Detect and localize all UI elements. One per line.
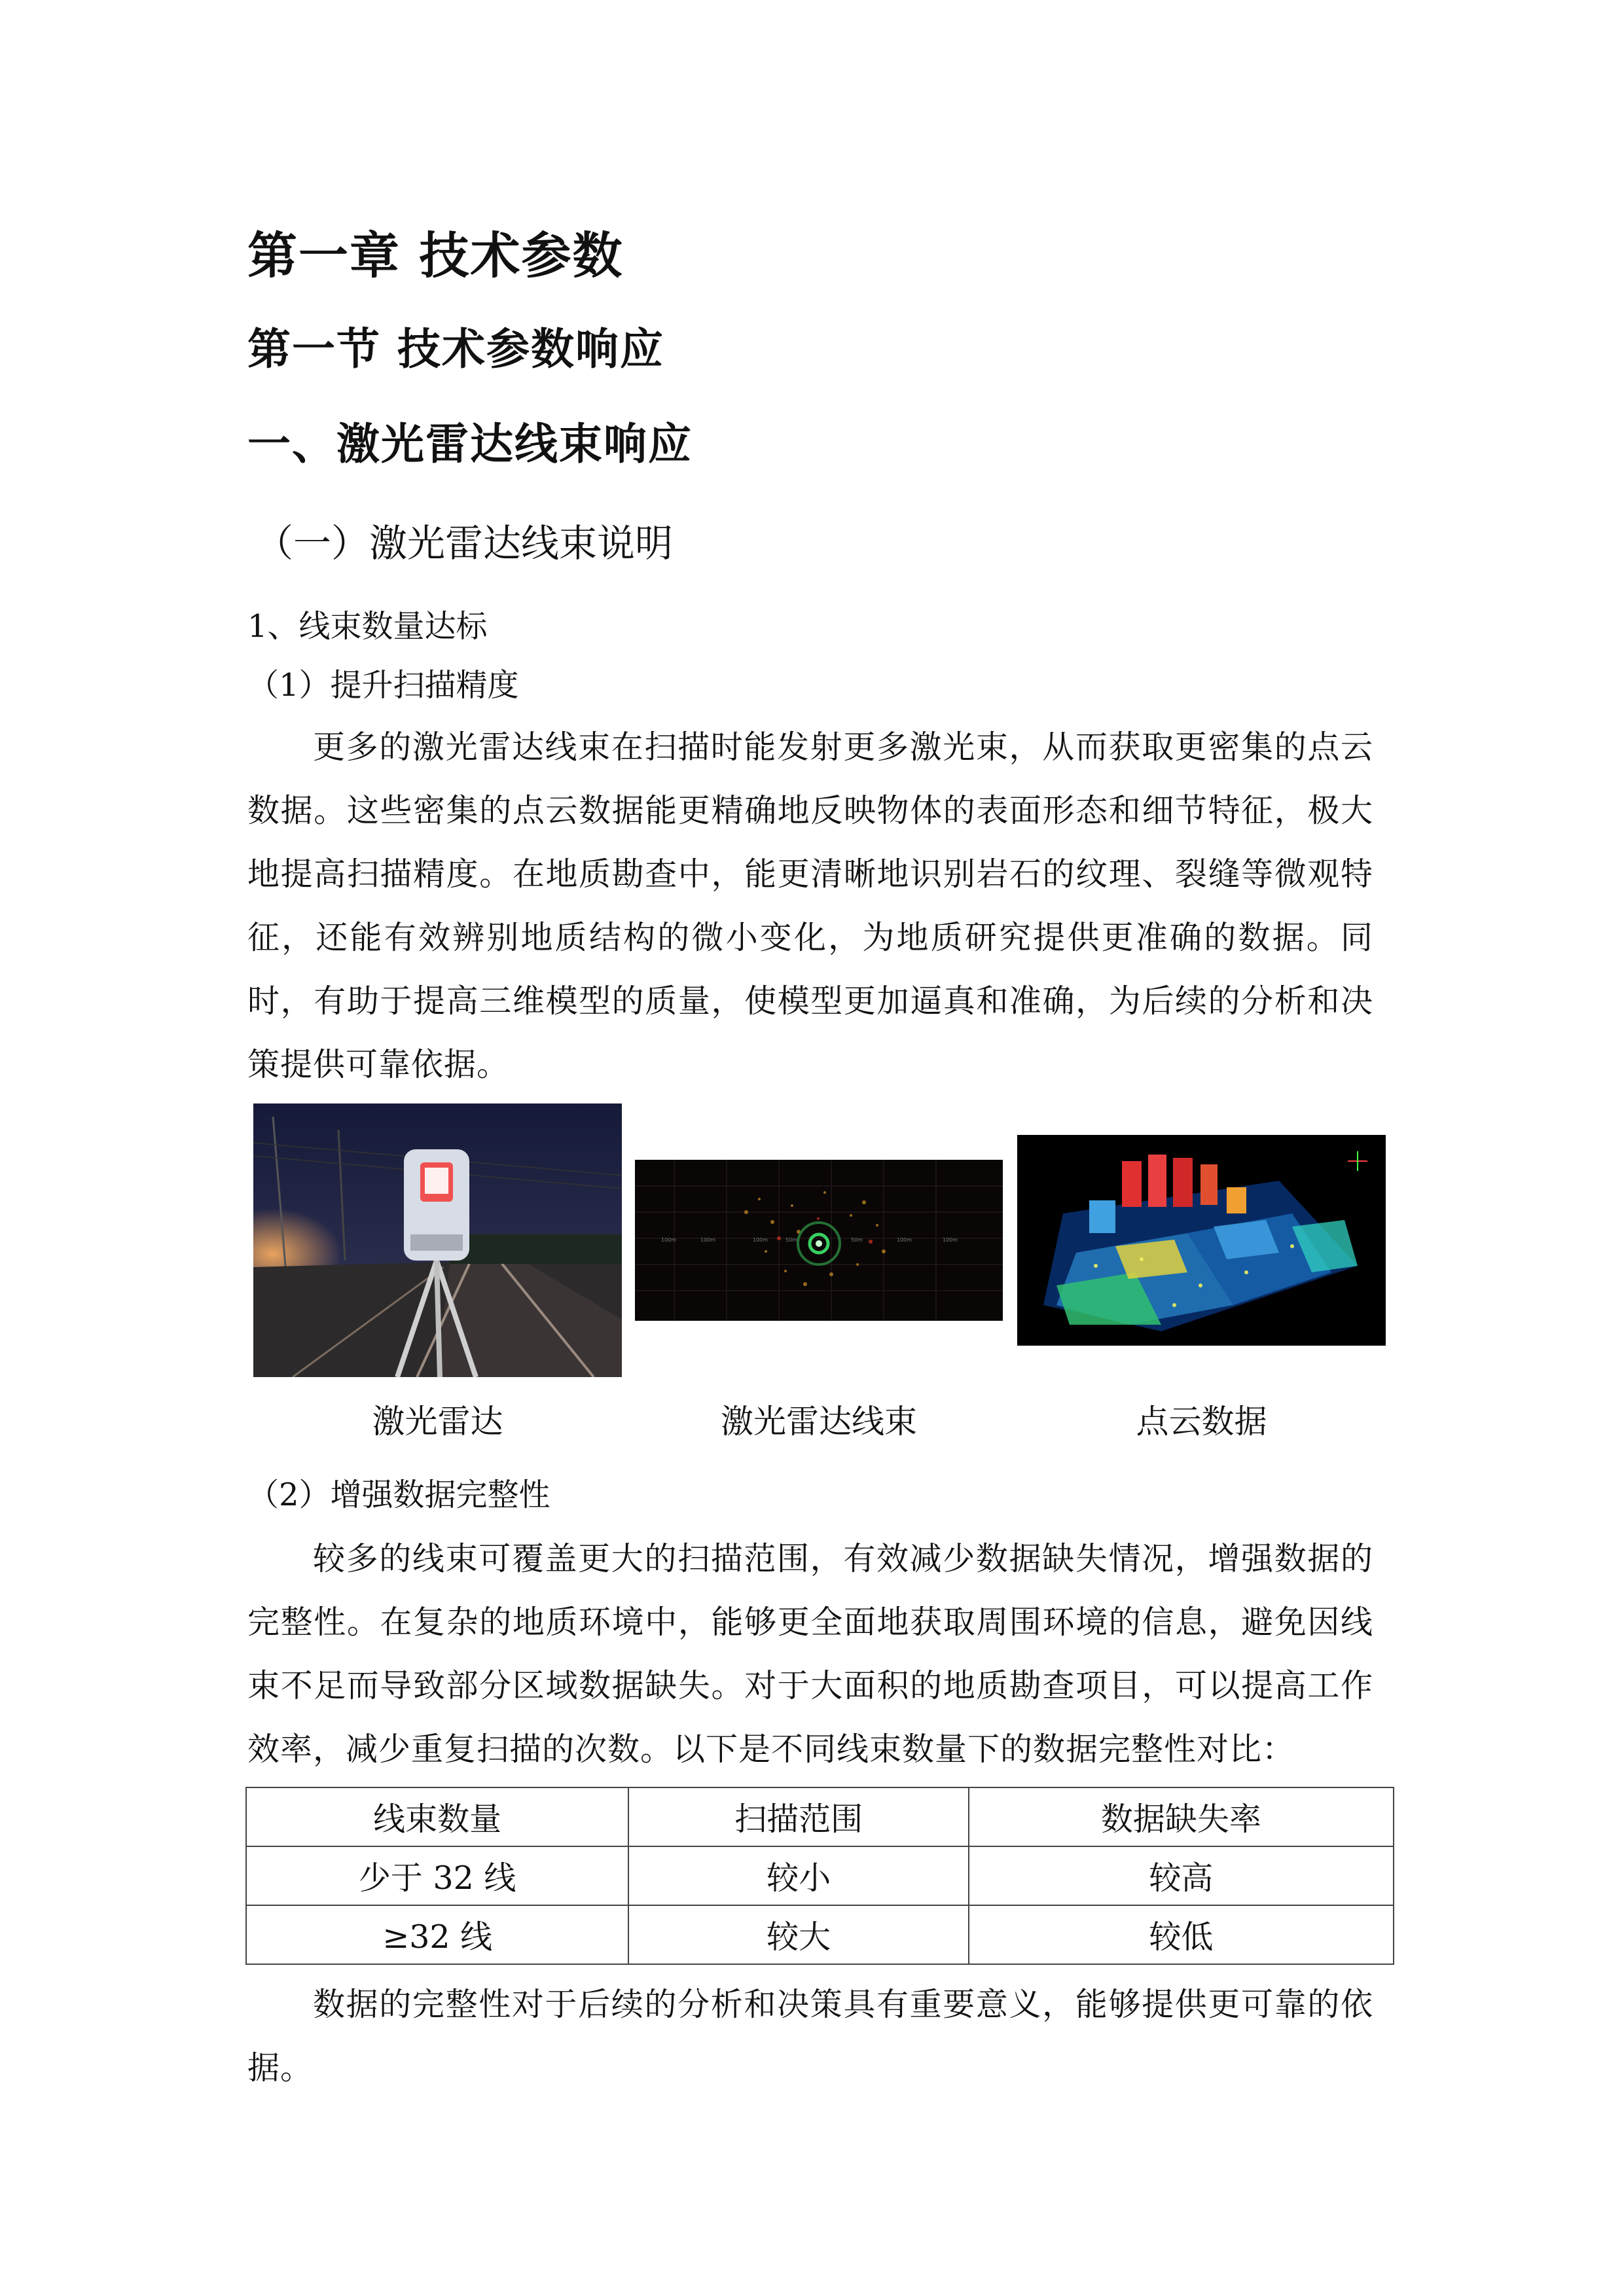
svg-text:100m: 100m	[943, 1237, 958, 1243]
table-cell: 较低	[969, 1905, 1394, 1964]
sub-item-title-2: （2）增强数据完整性	[247, 1477, 550, 1513]
table-cell: 较小	[628, 1846, 968, 1905]
table-header-cell: 扫描范围	[628, 1787, 968, 1846]
table-cell: 少于 32 线	[246, 1846, 628, 1905]
svg-text:50m: 50m	[851, 1237, 863, 1243]
section-title: 第一节 技术参数响应	[247, 324, 664, 374]
point-cloud-render	[1017, 1135, 1386, 1346]
part-title: （一）激光雷达线束说明	[255, 521, 674, 565]
lidar-device-photo	[253, 1103, 622, 1377]
chapter-title: 第一章 技术参数	[247, 226, 624, 285]
beam-comparison-table	[245, 1787, 1394, 1965]
table-row	[246, 1905, 1394, 1964]
svg-text:100m: 100m	[661, 1237, 677, 1243]
figure-caption-point-cloud: 点云数据	[1136, 1403, 1267, 1441]
paragraph-conclusion: 数据的完整性对于后续的分析和决策具有重要意义，能够提供更可靠的依据。	[247, 1986, 1373, 2087]
svg-text:100m: 100m	[700, 1237, 716, 1243]
table-cell: ≥32 线	[246, 1905, 628, 1964]
paragraph-scan-precision: 更多的激光雷达线束在扫描时能发射更多激光束，从而获取更密集的点云数据。这些密集的点云数据能更精确地反映物体的表面形态和细节特征，极大地提高扫描精度。在地质勘查中，能更清晰地识别岩石的纹理、裂缝等微观特征，还能有效辨别地质结构的微小变化，为地质研究提供更准确的数据。同时，有助于提高三维模型的质量，使模型更加逼真和准确，为后续的分析和决策提供可靠依据。	[247, 728, 1373, 1083]
table-header-cell: 数据缺失率	[969, 1787, 1394, 1846]
figure-caption-lidar-beam: 激光雷达线束	[721, 1403, 917, 1441]
subsection-title: 一、激光雷达线束响应	[247, 419, 693, 469]
sub-item-title-1: （1）提升扫描精度	[247, 667, 519, 704]
lidar-beam-visualization	[635, 1160, 1003, 1321]
svg-text:50m: 50m	[785, 1237, 797, 1243]
table-header-row	[246, 1787, 1394, 1846]
table-cell: 较大	[628, 1905, 968, 1964]
figure-caption-lidar: 激光雷达	[372, 1403, 503, 1441]
item-title: 1、线束数量达标	[247, 608, 488, 645]
table-header-cell: 线束数量	[246, 1787, 628, 1846]
svg-text:100m: 100m	[753, 1237, 768, 1243]
table-cell: 较高	[969, 1846, 1394, 1905]
svg-text:100m: 100m	[897, 1237, 912, 1243]
table-row	[246, 1846, 1394, 1905]
paragraph-data-integrity: 较多的线束可覆盖更大的扫描范围，有效减少数据缺失情况，增强数据的完整性。在复杂的地质环境中，能够更全面地获取周围环境的信息，避免因线束不足而导致部分区域数据缺失。对于大面积的地质勘查项目，可以提高工作效率，减少重复扫描的次数。以下是不同线束数量下的数据完整性对比：	[247, 1540, 1373, 1768]
